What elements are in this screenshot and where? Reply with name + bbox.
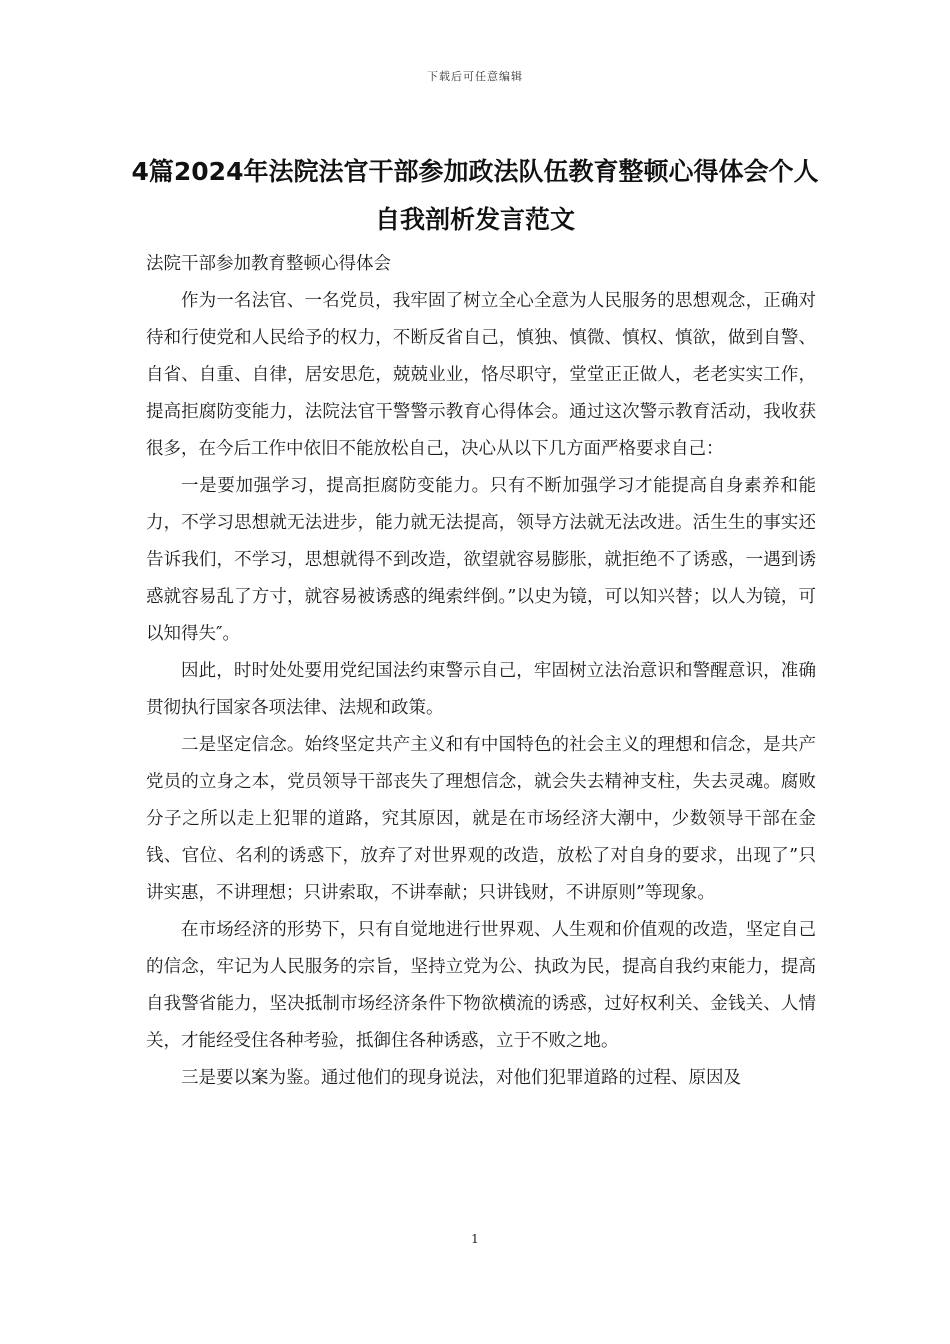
paragraph: 因此，时时处处要用党纪国法约束警示自己，牢固树立法治意识和警醒意识，准确贯彻执行国家各项法律、法规和政策。 (146, 661, 816, 718)
paragraph: 在市场经济的形势下，只有自觉地进行世界观、人生观和价值观的改造，坚定自己的信念，牢记为人民服务的宗旨，坚持立党为公、执政为民，提高自我约束能力，提高自我警省能力，坚决抵制市场经济条件下物欲横流的诱惑，过好权利关、金钱关、人情关，才能经受住各种考验，抵御住各种诱惑，立于不败之地。 (146, 920, 816, 1051)
header-note: 下载后可任意编辑 (427, 70, 523, 83)
paragraph: 三是要以案为鉴。通过他们的现身说法，对他们犯罪道路的过程、原因及 (181, 1068, 741, 1088)
paragraph: 二是坚定信念。始终坚定共产主义和有中国特色的社会主义的理想和信念，是共产党员的立身之本，党员领导干部丧失了理想信念，就会失去精神支柱，失去灵魂。腐败分子之所以走上犯罪的道路，究其原因，就是在市场经济大潮中，少数领导干部在金钱、官位、名利的诱惑下，放弃了对世界观的改造，放松了对自身的要求，出现了”只讲实惠，不讲理想；只讲索取，不讲奉献；只讲钱财，不讲原则”等现象。 (146, 735, 816, 903)
document-title: 4篇2024年法院法官干部参加政法队伍教育整顿心得体会个人自我剖析发言范文 (131, 157, 819, 234)
paragraph: 作为一名法官、一名党员，我牢固了树立全心全意为人民服务的思想观念，正确对待和行使党和人民给予的权力，不断反省自己，慎独、慎微、慎权、慎欲，做到自警、自省、自重、自律，居安思危，兢兢业业，恪尽职守，堂堂正正做人，老老实实工作，提高拒腐防变能力，法院法官干警警示教育心得体会。通过这次警示教育活动，我收获很多，在今后工作中依旧不能放松自己，决心从以下几方面严格要求自己： (146, 291, 816, 459)
paragraph: 一是要加强学习，提高拒腐防变能力。只有不断加强学习才能提高自身素养和能力，不学习思想就无法进步，能力就无法提高，领导方法就无法改进。活生生的事实还告诉我们，不学习，思想就得不到改造，欲望就容易膨胀，就拒绝不了诱惑，一遇到诱惑就容易乱了方寸，就容易被诱惑的绳索绊倒。”以史为镜，可以知兴替；以人为镜，可以知得失″。 (146, 476, 816, 644)
section-subtitle: 法院干部参加教育整顿心得体会 (146, 254, 391, 274)
document-body (146, 246, 816, 1097)
page-number: 1 (471, 1232, 479, 1246)
